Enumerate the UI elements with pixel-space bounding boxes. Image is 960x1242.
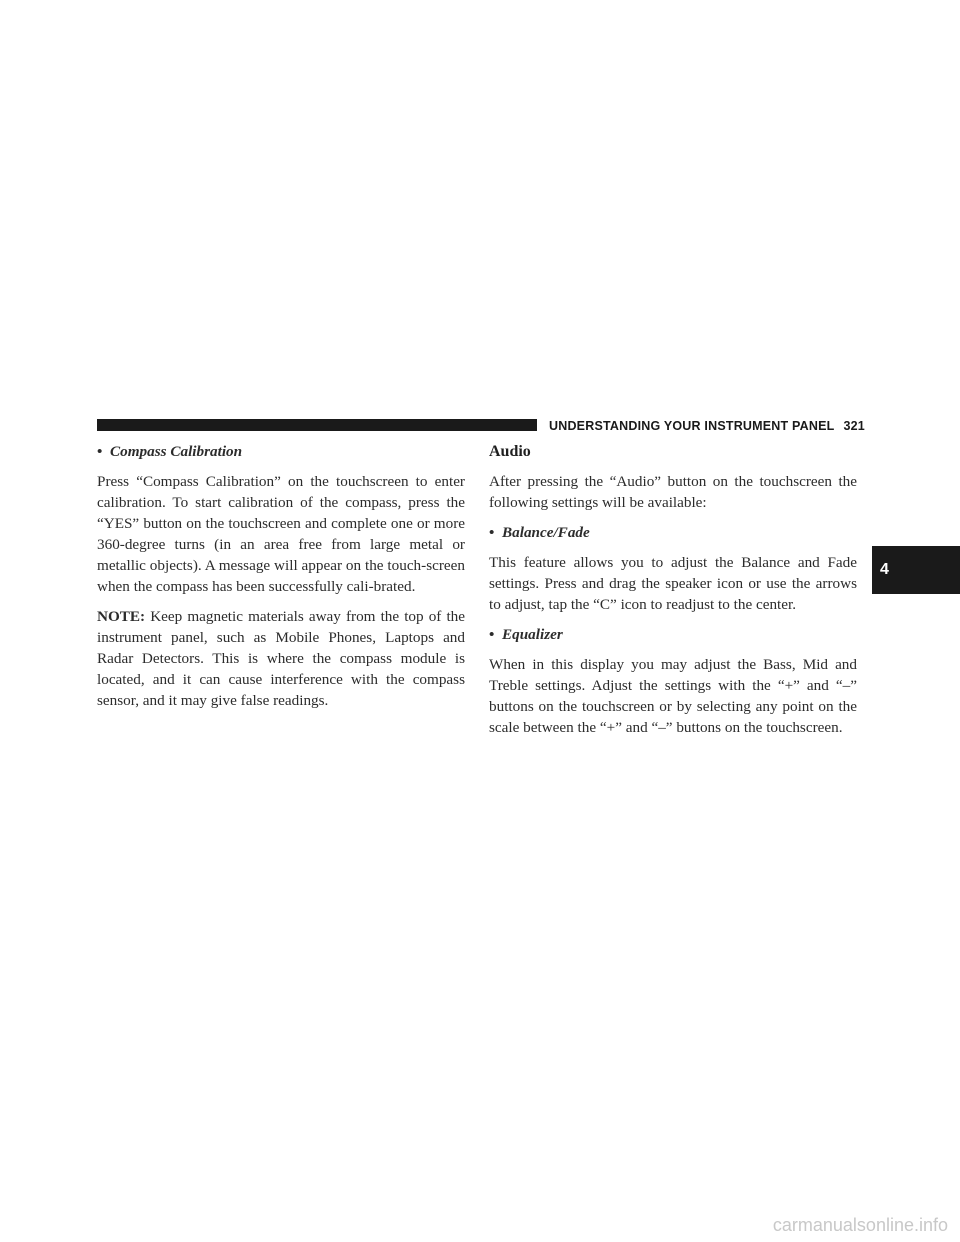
watermark: carmanualsonline.info [772,1215,948,1235]
paragraph-audio: After pressing the “Audio” button on the touchscreen the following settings will be available: [489,473,857,511]
note-text: Keep magnetic materials away from the top of the instrument panel, such as Mobile Phones, Laptops and Radar Detectors. This is where the compass module is located, and it can cause interference with the compass sensor, and it may give false readings. [97,608,465,709]
bullet-label: Equalizer [502,626,563,643]
right-column [489,441,857,747]
page-number: 321 [843,419,865,433]
header-rule [97,419,537,431]
section-title: UNDERSTANDING YOUR INSTRUMENT PANEL [549,419,835,433]
bullet-dot-icon: • [489,524,495,541]
paragraph-balance-fade: This feature allows you to adjust the Balance and Fade settings. Press and drag the speaker icon or use the arrows to adjust, tap the “C” icon to readjust to the center. [489,554,857,613]
bullet-equalizer [489,624,857,645]
bullet-dot-icon: • [489,626,495,643]
note-paragraph [97,606,465,711]
note-label: NOTE: [97,608,146,625]
running-header [549,418,865,434]
left-column [97,441,465,720]
bullet-dot-icon: • [97,443,103,460]
paragraph-compass-calibration: Press “Compass Calibration” on the touchscreen to enter calibration. To start calibration of the compass, press the “YES” button on the touchscreen and complete one or more 360-degree turns (in an area free from large metal or metallic objects). A message will appear on the touch-screen when the compass has been successfully cali-brated. [97,473,465,595]
bullet-label: Balance/Fade [502,524,590,541]
paragraph-equalizer: When in this display you may adjust the Bass, Mid and Treble settings. Adjust the settings with the “+” and “–” buttons on the touchscreen or by selecting any point on the scale between the “+” and “–” buttons on the touchscreen. [489,656,857,736]
heading-audio: Audio [489,443,531,460]
bullet-label: Compass Calibration [110,443,243,460]
bullet-compass-calibration [97,441,465,462]
bullet-balance-fade [489,522,857,543]
chapter-tab: 4 [872,546,960,594]
